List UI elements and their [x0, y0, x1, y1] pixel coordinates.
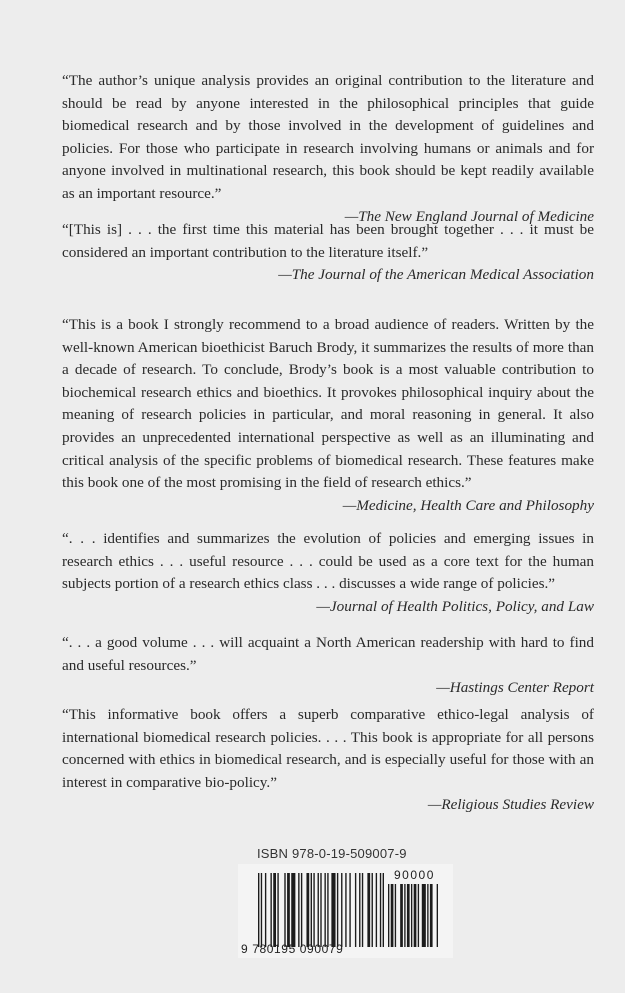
- barcode-bar: [388, 884, 389, 947]
- barcode-bar: [367, 873, 370, 947]
- barcode-bar: [301, 873, 302, 947]
- quote-text: “. . . a good volume . . . will acquaint a North American readership with hard to find and useful resources.”: [62, 634, 594, 674]
- barcode-bar: [277, 873, 278, 947]
- addon-number: 90000: [394, 868, 435, 882]
- barcode-bar: [407, 884, 410, 947]
- barcode-bar: [306, 873, 309, 947]
- barcode-bar: [327, 873, 328, 947]
- barcode-number: 9 780195 090079: [241, 942, 344, 956]
- quote-source: —Religious Studies Review: [427, 796, 594, 814]
- barcode-bar: [411, 884, 412, 947]
- barcode-bar: [270, 873, 271, 947]
- quote-source: —Journal of Health Politics, Policy, and Law: [316, 597, 594, 615]
- review-quote: [62, 632, 594, 704]
- barcode-bar: [349, 873, 350, 947]
- barcode-bar: [284, 873, 285, 947]
- barcode-bar: [430, 884, 433, 947]
- quote-text: “[This is] . . . the first time this material has been brought together . . . it must be considered an important contribution to the literature itself.”: [62, 221, 594, 261]
- barcode-bar: [318, 873, 319, 947]
- barcode-bar: [311, 873, 312, 947]
- quote-source: —The Journal of the American Medical Association: [278, 266, 594, 284]
- barcode-bar: [337, 873, 338, 947]
- barcode-bar: [291, 873, 295, 947]
- barcode-bar: [427, 884, 428, 947]
- review-quote: [62, 314, 594, 528]
- quote-text: “The author’s unique analysis provides an original contribution to the literature and should be read by anyone interested in the philosophical principles that guide biomedical research and by those involved in the development of guidelines and policies. For those who participate in research involving humans or animals and for anyone involved in multinational research, this book should be kept readily available as an important resource.”: [62, 72, 594, 202]
- barcode-bar: [320, 873, 321, 947]
- barcode-bar: [355, 873, 356, 947]
- barcode-bar: [383, 873, 384, 947]
- barcode-bar: [341, 873, 342, 947]
- isbn-label: ISBN 978-0-19-509007-9: [257, 846, 407, 861]
- barcode-bar: [422, 884, 426, 947]
- barcode-bar: [298, 873, 299, 947]
- barcode-bar: [400, 884, 403, 947]
- barcode-bar: [437, 884, 438, 947]
- addon-barcode-bars: [388, 884, 438, 947]
- ean13-barcode-bars: [258, 873, 384, 947]
- barcode: [238, 864, 453, 958]
- quote-text: “This is a book I strongly recommend to a broad audience of readers. Written by the well-known American bioethicist Baruch Brody, it summarizes the results of more than a decade of research. To conclude, Brody’s book is a most valuable contribution to biochemical research ethics and bioethics. It provokes philosophical inquiry about the meaning of research policies in particular, and moral reasoning in general. It also provides an unprecedented international perspective as well as an illuminating and critical analysis of the specific problems of biomedical research. These features make this book one of the most promising in the field of research ethics.”: [62, 316, 594, 492]
- barcode-bar: [372, 873, 373, 947]
- barcode-bar: [380, 873, 381, 947]
- barcode-bar: [359, 873, 360, 947]
- barcode-bar: [331, 873, 335, 947]
- barcode-bar: [376, 873, 377, 947]
- barcode-bar: [258, 873, 259, 947]
- quote-source: —Hastings Center Report: [436, 679, 594, 697]
- quote-source: —Medicine, Health Care and Philosophy: [342, 496, 594, 514]
- review-quote: [62, 704, 594, 814]
- quote-source: —The New England Journal of Medicine: [344, 207, 594, 225]
- barcode-bar: [313, 873, 314, 947]
- barcode-bar: [324, 873, 325, 947]
- barcode-bar: [265, 873, 266, 947]
- barcode-bar: [395, 884, 396, 947]
- barcode-bar: [362, 873, 363, 947]
- barcode-bar: [414, 884, 417, 947]
- barcode-bar: [404, 884, 405, 947]
- review-quote: [62, 70, 594, 225]
- barcode-bar: [345, 873, 346, 947]
- barcode-bar: [273, 873, 276, 947]
- review-quote: [62, 528, 594, 632]
- review-quote: [62, 219, 594, 314]
- quote-text: “This informative book offers a superb comparative ethico-legal analysis of international biomedical research policies. . . . This book is appropriate for all persons concerned with ethics in biomedical research, and is especially useful for those with an interest in comparative bio-policy.”: [62, 706, 594, 791]
- barcode-bar: [418, 884, 419, 947]
- barcode-bar: [261, 873, 262, 947]
- barcode-bar: [287, 873, 290, 947]
- review-quotes: [62, 70, 594, 814]
- barcode-bar: [391, 884, 394, 947]
- quote-text: “. . . identifies and summarizes the evolution of policies and emerging issues in research ethics . . . useful resource . . . could be used as a core text for the human subjects portion of a research ethics class . . . discusses a wide range of policies.”: [62, 530, 594, 593]
